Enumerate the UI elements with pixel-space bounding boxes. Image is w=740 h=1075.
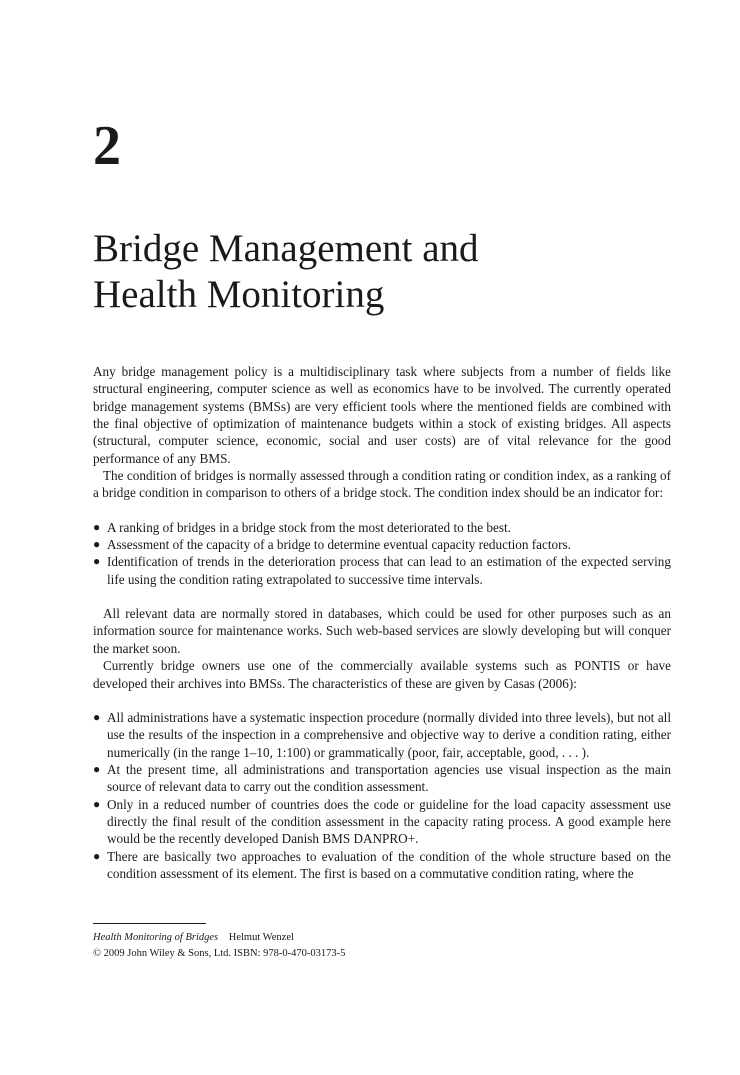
- bullet-icon: ●: [93, 554, 101, 569]
- bullet-icon: ●: [93, 537, 101, 552]
- book-title: Health Monitoring of Bridges: [93, 932, 219, 943]
- bullet-icon: ●: [93, 848, 101, 863]
- author: Helmut Wenzel: [228, 932, 294, 943]
- bullet-icon: ●: [93, 519, 101, 534]
- indicator-list: [93, 519, 671, 588]
- paragraph-2: The condition of bridges is normally assessed through a condition rating or condition index, as a ranking of a bridge condition in comparison to others of a bridge stock. The condition index should be an indicator for:: [93, 468, 671, 501]
- chapter-number: 2: [93, 115, 121, 177]
- chapter-title-line-1: Bridge Management and: [93, 227, 479, 270]
- list-item: ● There are basically two approaches to evaluation of the condition of the whole structure based on the condition assessment of its element. The first is based on a commutative condition rating, where the: [93, 848, 671, 881]
- list-item: ● Only in a reduced number of countries does the code or guideline for the load capacity assessment use directly the final result of the condition assessment in the capacity rating process. A good example here would be the recently developed Danish BMS DANPRO+.: [93, 796, 671, 847]
- bullet-icon: ●: [93, 796, 101, 811]
- paragraph-1: Any bridge management policy is a multidisciplinary task where subjects from a number of fields like structural engineering, computer science as well as economics have to be involved. The currently operated bridge management systems (BMSs) are very efficient tools where the mentioned fields are combined with the final objective of optimization of maintenance budgets within a stock of existing bridges. All aspects (structural, computer science, economic, social and user costs) are of vital relevance for the good performance of any BMS.: [93, 364, 671, 466]
- copyright: © 2009 John Wiley & Sons, Ltd. ISBN: 978-0-470-03173-5: [93, 948, 346, 959]
- list-item: ● A ranking of bridges in a bridge stock from the most deteriorated to the best.: [93, 519, 511, 535]
- list-item: ● Identification of trends in the deterioration process that can lead to an estimation of the expected serving life using the condition rating extrapolated to successive time intervals.: [93, 554, 671, 587]
- list-item: ● All administrations have a systematic inspection procedure (normally divided into three levels), but not all use the results of the inspection in a comprehensive and objective way to derive a condition rating, either numerically (in the range 1–10, 1:100) or grammatically (poor, fair, acceptable, good, . . . ).: [93, 709, 671, 760]
- characteristics-list: [93, 709, 671, 882]
- body-text: [93, 363, 671, 899]
- footnote: [93, 930, 345, 962]
- list-item: ● Assessment of the capacity of a bridge to determine eventual capacity reduction factors.: [93, 537, 571, 553]
- bullet-icon: ●: [93, 761, 101, 776]
- chapter-title: [93, 226, 479, 318]
- footnote-divider: [93, 923, 206, 924]
- chapter-title-line-2: Health Monitoring: [93, 273, 385, 316]
- list-item: ● At the present time, all administrations and transportation agencies use visual inspection as the main source of relevant data to carry out the condition assessment.: [93, 761, 671, 795]
- paragraph-4: Currently bridge owners use one of the commercially available systems such as PONTIS or have developed their archives into BMSs. The characteristics of these are given by Casas (2006):: [93, 658, 671, 691]
- paragraph-3: All relevant data are normally stored in databases, which could be used for other purposes such as an information source for maintenance works. Such web-based services are slowly developing but will conquer the market soon.: [93, 606, 671, 656]
- bullet-icon: ●: [93, 709, 101, 724]
